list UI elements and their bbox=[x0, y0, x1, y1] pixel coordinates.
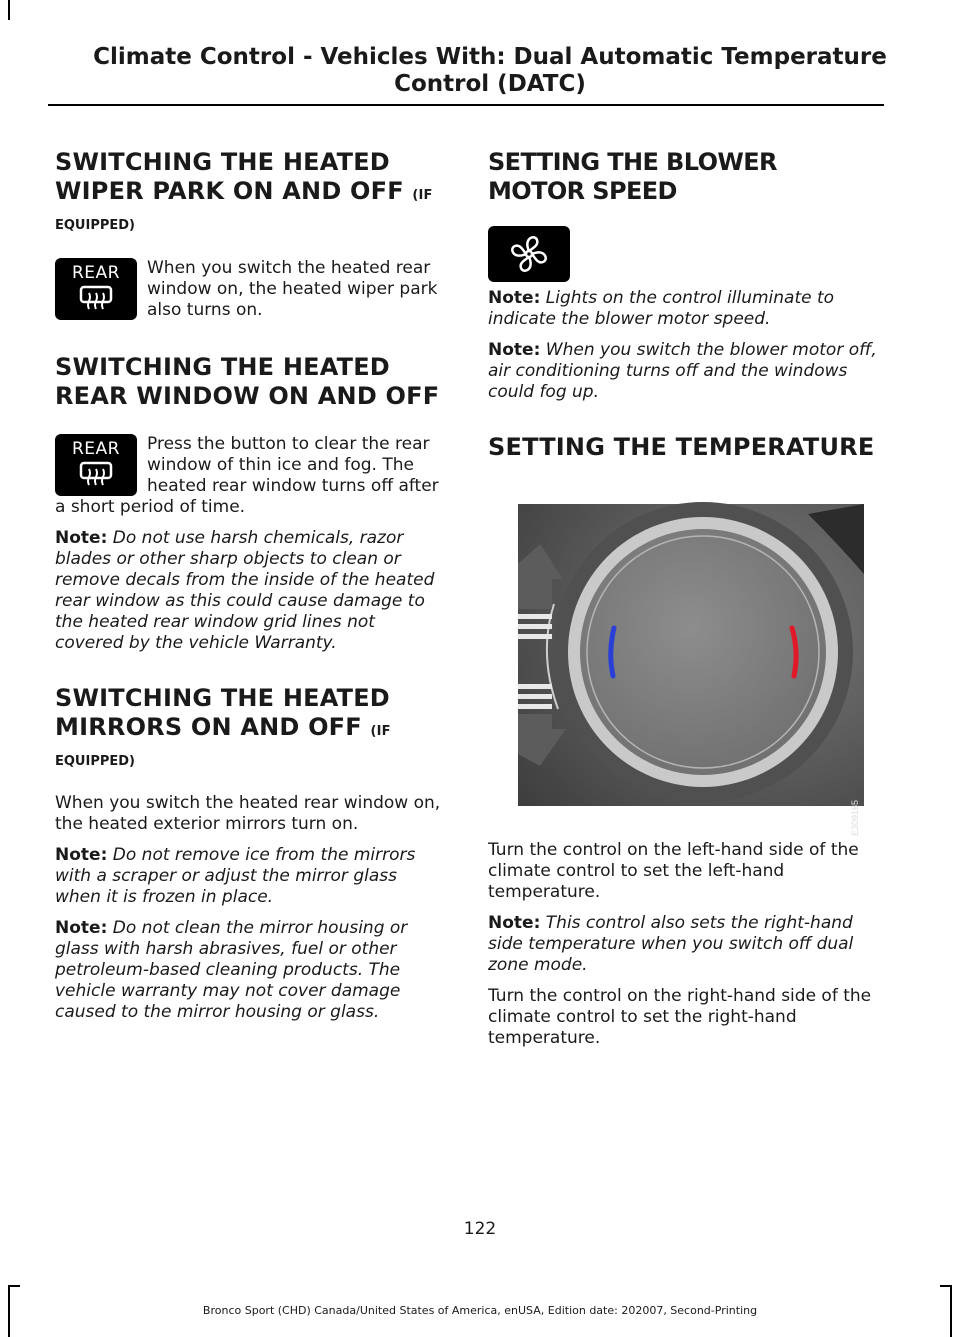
crop-mark bbox=[8, 0, 10, 20]
rear-icon-label: REAR bbox=[72, 439, 120, 459]
rear-window-block bbox=[55, 434, 447, 518]
fan-icon bbox=[488, 226, 570, 282]
note-text: When you switch the blower motor off, air conditioning turns off and the windows could fog up. bbox=[488, 340, 877, 402]
note-text: Lights on the control illuminate to indicate the blower motor speed. bbox=[488, 288, 835, 329]
page-number: 122 bbox=[463, 1219, 497, 1239]
heading-suffix: (IF bbox=[412, 188, 433, 203]
note-text: Do not clean the mirror housing or glass with harsh abrasives, fuel or other petroleum-based cleaning products. The vehicle warranty may not cover damage caused to the mirror housing or glass. bbox=[55, 918, 408, 1022]
wiper-park-block bbox=[55, 258, 447, 321]
image-code: E309185 bbox=[850, 800, 860, 837]
left-column bbox=[55, 148, 447, 1023]
mirrors-note-1 bbox=[55, 845, 447, 908]
rear-defrost-icon bbox=[55, 258, 137, 320]
note-text: Do not remove ice from the mirrors with a scraper or adjust the mirror glass when it is frozen in place. bbox=[55, 845, 416, 907]
heated-mirrors-body: When you switch the heated rear window on, the heated exterior mirrors turn on. bbox=[55, 793, 441, 834]
blower-note-1 bbox=[488, 288, 880, 330]
note-label: Note: bbox=[55, 528, 108, 548]
note-label: Note: bbox=[55, 918, 108, 938]
crop-mark bbox=[8, 1285, 20, 1287]
heated-rear-window-heading: SWITCHING THE HEATED REAR WINDOW ON AND OFF bbox=[55, 353, 440, 410]
heading-suffix-line: EQUIPPED) bbox=[55, 218, 135, 233]
heading-text: SWITCHING THE HEATED WIPER PARK ON AND OFF bbox=[55, 148, 404, 205]
note-label: Note: bbox=[488, 340, 541, 360]
heated-wiper-park-heading bbox=[55, 148, 447, 210]
temperature-note bbox=[488, 913, 880, 976]
heated-mirrors-heading bbox=[55, 684, 447, 746]
note-label: Note: bbox=[488, 288, 541, 308]
note-label: Note: bbox=[55, 845, 108, 865]
blower-speed-heading: SETTING THE BLOWER MOTOR SPEED bbox=[488, 148, 777, 205]
page-footer: Bronco Sport (CHD) Canada/United States of America, enUSA, Edition date: 202007, Second-Printing bbox=[202, 1304, 758, 1317]
temperature-heading: SETTING THE TEMPERATURE bbox=[488, 433, 875, 461]
note-text: Do not use harsh chemicals, razor blades or other sharp objects to clean or remove decals from the inside of the heated rear window as this could cause damage to the heated rear window grid lines not covered by the vehicle Warranty. bbox=[55, 528, 435, 653]
temperature-dial-image bbox=[518, 504, 864, 837]
page-header bbox=[60, 44, 920, 98]
right-column bbox=[488, 148, 880, 1049]
rear-icon-label: REAR bbox=[72, 263, 120, 283]
heading-suffix: (IF bbox=[370, 724, 391, 739]
note-label: Note: bbox=[488, 913, 541, 933]
temperature-body-2: Turn the control on the right-hand side of the climate control to set the right-hand temperature. bbox=[488, 986, 872, 1048]
rear-defrost-icon bbox=[55, 434, 137, 496]
header-line-2: Control (DATC) bbox=[394, 71, 586, 97]
heading-text: SWITCHING THE HEATED MIRRORS ON AND OFF bbox=[55, 684, 390, 741]
rear-window-body: Press the button to clear the rear window of thin ice and fog. The heated rear window turns off after a short period of time. bbox=[55, 434, 439, 517]
temperature-body-1: Turn the control on the left-hand side of the climate control to set the left-hand temperature. bbox=[488, 840, 859, 902]
blower-note-2 bbox=[488, 340, 880, 403]
mirrors-note-2 bbox=[55, 918, 447, 1023]
header-divider bbox=[48, 104, 884, 106]
note-text: This control also sets the right-hand side temperature when you switch off dual zone mode. bbox=[488, 913, 854, 975]
rear-window-note bbox=[55, 528, 447, 654]
header-line-1: Climate Control - Vehicles With: Dual Automatic Temperature bbox=[93, 44, 887, 70]
wiper-park-body: When you switch the heated rear window on, the heated wiper park also turns on. bbox=[147, 258, 438, 320]
heading-suffix-line: EQUIPPED) bbox=[55, 754, 135, 769]
